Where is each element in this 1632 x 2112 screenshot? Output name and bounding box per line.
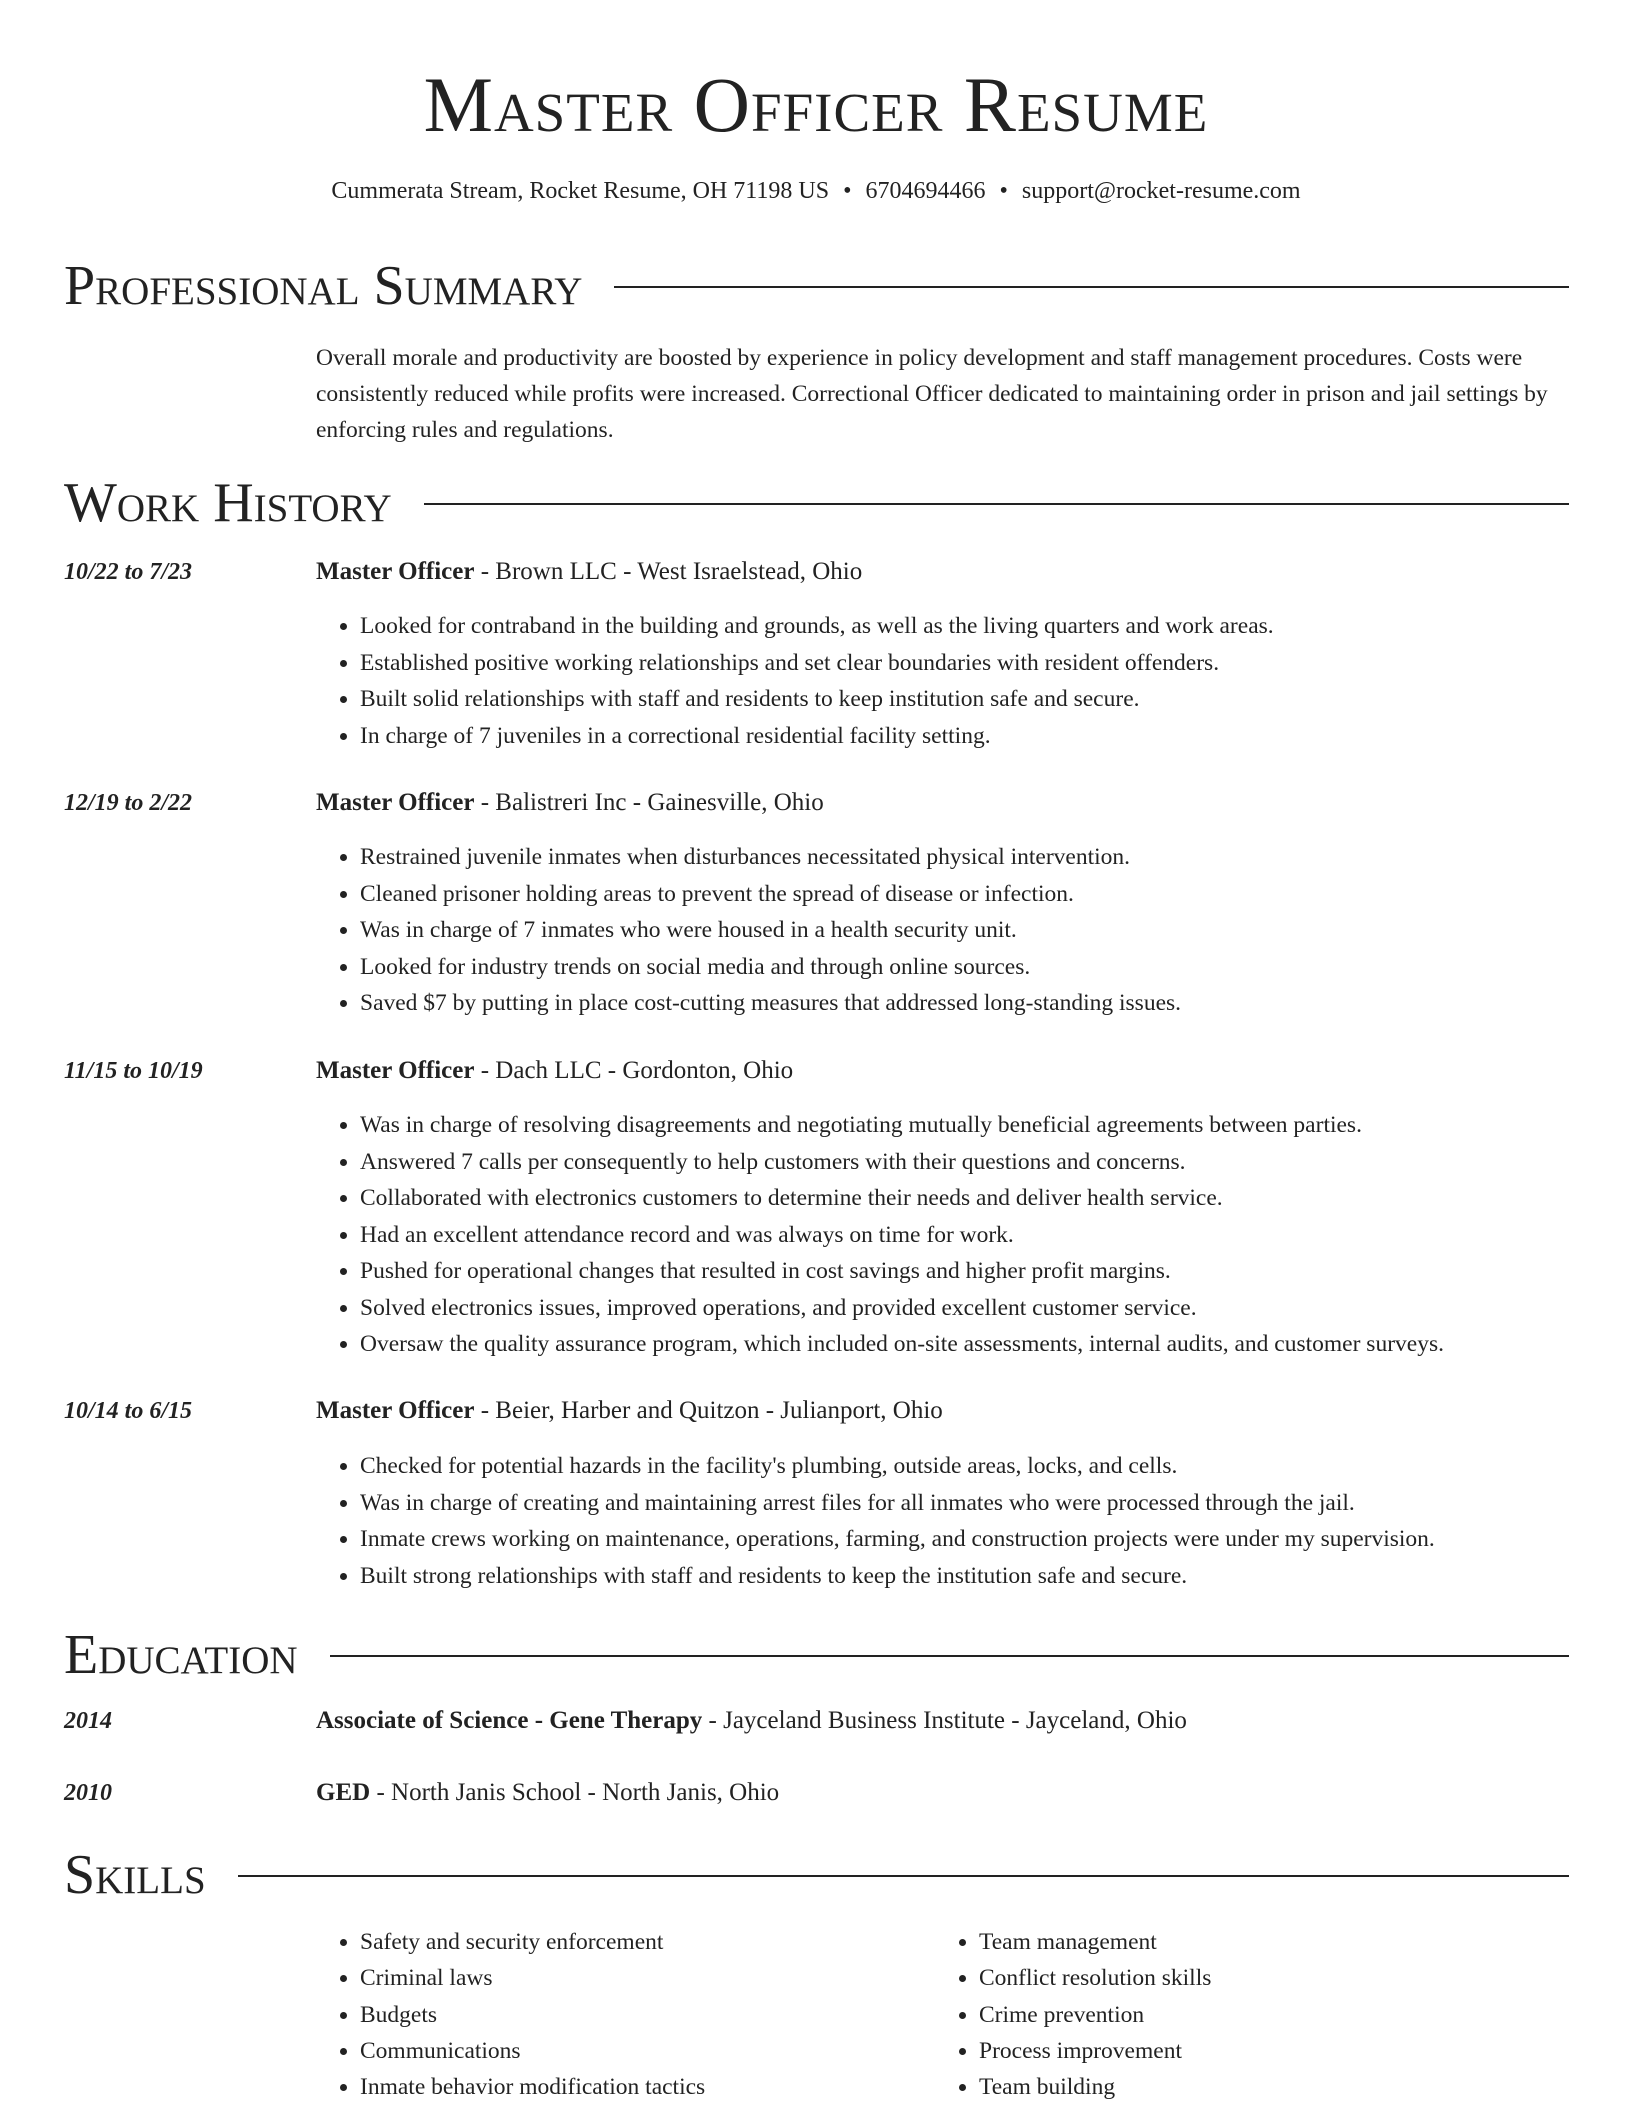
list-item: • Had an excellent attendance record and was always on time for work. (360, 1217, 1444, 1254)
skills-list-left (316, 1924, 705, 2105)
section-header-education (64, 1622, 1569, 1688)
job-dates: 11/15 to 10/19 (64, 1058, 203, 1084)
job-title: Master Officer (316, 558, 475, 585)
education-degree: GED (316, 1779, 371, 1806)
job-bullets (316, 608, 1274, 754)
job-title: Master Officer (316, 1057, 475, 1084)
list-item: • Saved $7 by putting in place cost-cutting measures that addressed long-standing issues. (360, 985, 1181, 1022)
skill-item: • Communications (360, 2033, 705, 2069)
contact-email: support@rocket-resume.com (1021, 178, 1301, 204)
list-item: • Established positive working relationships and set clear boundaries with resident offenders. (360, 645, 1274, 682)
job-bullets (316, 1107, 1444, 1363)
education-year: 2014 (64, 1708, 112, 1734)
education-entry (316, 1706, 1187, 1736)
contact-separator: • (843, 178, 852, 204)
education-year: 2010 (64, 1780, 112, 1806)
list-item: • Cleaned prisoner holding areas to prevent the spread of disease or infection. (360, 876, 1181, 913)
list-item: • Oversaw the quality assurance program, which included on-site assessments, internal audits, and customer surveys. (360, 1326, 1444, 1363)
section-title: Professional Summary (64, 255, 583, 317)
section-divider (424, 503, 1569, 505)
section-divider (614, 286, 1569, 288)
job-heading (316, 557, 862, 587)
section-title: Education (64, 1624, 298, 1686)
list-item: • Pushed for operational changes that resulted in cost savings and higher profit margins. (360, 1253, 1444, 1290)
education-details: - Jayceland Business Institute - Jayceland, Ohio (702, 1707, 1187, 1734)
section-title: Skills (64, 1844, 206, 1906)
skill-item: • Criminal laws (360, 1960, 705, 1996)
skills-list-right (935, 1924, 1211, 2105)
job-details: - Beier, Harber and Quitzon - Julianport, Ohio (474, 1397, 943, 1424)
list-item: • Restrained juvenile inmates when disturbances necessitated physical intervention. (360, 839, 1181, 876)
skill-item: • Safety and security enforcement (360, 1924, 705, 1960)
section-divider (330, 1655, 1569, 1657)
job-bullets (316, 1448, 1435, 1594)
section-header-work-history (64, 470, 1569, 536)
summary-text: Overall morale and productivity are boosted by experience in policy development and staff management procedures. Costs were consistently reduced while profits were increased. Correctional Officer dedicated to maintaining order in prison and jail settings by enforcing rules and regulations. (316, 345, 1548, 443)
skill-item: • Team management (979, 1924, 1211, 1960)
job-heading (316, 788, 824, 818)
list-item: • Collaborated with electronics customers to determine their needs and deliver health service. (360, 1180, 1444, 1217)
job-heading (316, 1056, 793, 1086)
job-dates: 10/14 to 6/15 (64, 1398, 193, 1424)
job-details: - Balistreri Inc - Gainesville, Ohio (474, 789, 824, 816)
education-details: - North Janis School - North Janis, Ohio (370, 1779, 780, 1806)
job-details: - Brown LLC - West Israelstead, Ohio (474, 558, 863, 585)
list-item: • Solved electronics issues, improved operations, and provided excellent customer service. (360, 1290, 1444, 1327)
list-item: • Checked for potential hazards in the facility's plumbing, outside areas, locks, and cells. (360, 1448, 1435, 1485)
section-header-skills (64, 1842, 1569, 1908)
job-title: Master Officer (316, 1397, 475, 1424)
section-divider (238, 1875, 1569, 1877)
list-item: • Looked for contraband in the building and grounds, as well as the living quarters and work areas. (360, 608, 1274, 645)
job-dates: 12/19 to 2/22 (64, 790, 193, 816)
list-item: • Looked for industry trends on social media and through online sources. (360, 949, 1181, 986)
skill-item: • Team building (979, 2069, 1211, 2105)
education-entry (316, 1778, 779, 1808)
list-item: • Built strong relationships with staff and residents to keep the institution safe and secure. (360, 1558, 1435, 1595)
skill-item: • Conflict resolution skills (979, 1960, 1211, 1996)
list-item: • Was in charge of resolving disagreements and negotiating mutually beneficial agreements between parties. (360, 1107, 1444, 1144)
job-heading (316, 1396, 943, 1426)
section-header-summary (64, 253, 1569, 319)
job-title: Master Officer (316, 789, 475, 816)
resume-title: Master Officer Resume (423, 61, 1209, 148)
job-bullets (316, 839, 1181, 1022)
contact-line (0, 176, 1632, 206)
list-item: • Was in charge of creating and maintaining arrest files for all inmates who were processed through the jail. (360, 1485, 1435, 1522)
list-item: • In charge of 7 juveniles in a correctional residential facility setting. (360, 718, 1274, 755)
job-dates: 10/22 to 7/23 (64, 559, 193, 585)
skill-item: • Budgets (360, 1997, 705, 2033)
education-degree: Associate of Science - Gene Therapy (316, 1707, 703, 1734)
contact-separator: • (999, 178, 1008, 204)
section-title: Work History (64, 472, 392, 534)
list-item: • Was in charge of 7 inmates who were housed in a health security unit. (360, 912, 1181, 949)
skill-item: • Process improvement (979, 2033, 1211, 2069)
contact-address: Cummerata Stream, Rocket Resume, OH 71198 US (331, 178, 830, 204)
contact-phone: 6704694466 (865, 178, 986, 204)
list-item: • Built solid relationships with staff and residents to keep institution safe and secure. (360, 681, 1274, 718)
list-item: • Inmate crews working on maintenance, operations, farming, and construction projects were under my supervision. (360, 1521, 1435, 1558)
skill-item: • Inmate behavior modification tactics (360, 2069, 705, 2105)
job-details: - Dach LLC - Gordonton, Ohio (474, 1057, 794, 1084)
list-item: • Answered 7 calls per consequently to help customers with their questions and concerns. (360, 1144, 1444, 1181)
skill-item: • Crime prevention (979, 1997, 1211, 2033)
